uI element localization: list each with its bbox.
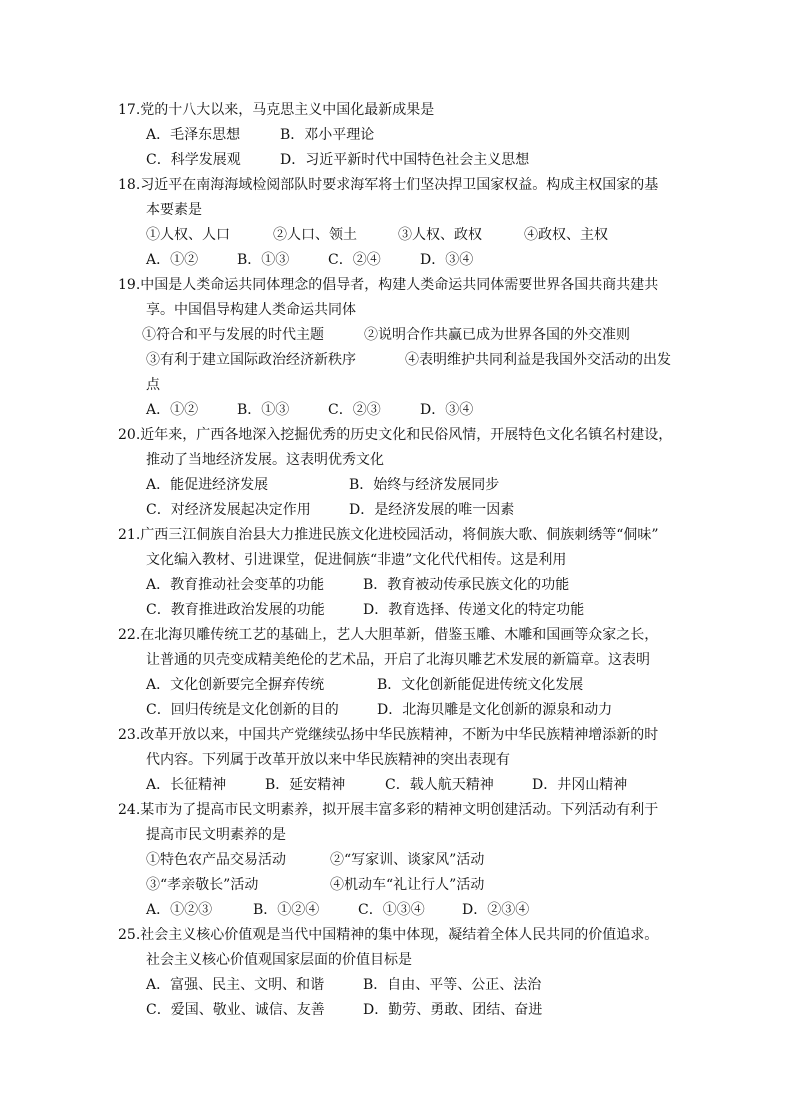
option-a: A．毛泽东思想 <box>146 127 241 143</box>
statement-1: ①符合和平与发展的时代主题 <box>142 327 324 343</box>
option-c: C．教育推进政治发展的功能 <box>146 602 325 618</box>
option-d: D．②③④ <box>462 902 530 918</box>
option-b: B．延安精神 <box>265 777 346 793</box>
statement-4: ④表明维护共同利益是我国外交活动的出发 <box>405 352 671 368</box>
option-c: C．②③ <box>328 402 381 418</box>
option-d: D．是经济发展的唯一因素 <box>349 502 515 518</box>
option-d: D．井冈山精神 <box>532 777 628 793</box>
question-stem: 17.党的十八大以来，马克思主义中国化最新成果是 <box>118 102 435 118</box>
option-b: B．教育被动传承民族文化的功能 <box>363 577 570 593</box>
statement-2: ②说明合作共赢已成为世界各国的外交准则 <box>364 327 630 343</box>
option-a: A．①② <box>146 402 199 418</box>
question-stem-cont: 文化编入教材、引进课堂，促进侗族“非遗”文化代代相传。这是利用 <box>146 552 567 568</box>
option-b: B．①③ <box>237 402 290 418</box>
question-stem-cont: 本要素是 <box>146 202 202 218</box>
question-stem: 20.近年来，广西各地深入挖掘优秀的历史文化和民俗风情，开展特色文化名镇名村建设， <box>118 427 673 443</box>
option-b: B．自由、平等、公正、法治 <box>363 977 542 993</box>
question-stem: 25.社会主义核心价值观是当代中国精神的集中体现，凝结着全体人民共同的价值追求。 <box>118 927 659 943</box>
option-d: D．习近平新时代中国特色社会主义思想 <box>280 152 530 168</box>
option-a: A．①② <box>146 252 199 268</box>
question-stem-cont: 提高市民文明素养的是 <box>146 827 286 843</box>
statement-3: ③“孝亲敬长”活动 <box>146 877 259 893</box>
question-stem: 24.某市为了提高市民文明素养，拟开展丰富多彩的精神文明创建活动。下列活动有利于 <box>118 802 659 818</box>
option-a: A．长征精神 <box>146 777 227 793</box>
option-c: C．回归传统是文化创新的目的 <box>146 702 339 718</box>
question-stem: 23.改革开放以来，中国共产党继续弘扬中华民族精神，不断为中华民族精神增添新的时 <box>118 727 659 743</box>
option-b: B．文化创新能促进传统文化发展 <box>377 677 584 693</box>
option-a: A．①②③ <box>146 902 213 918</box>
question-stem-cont: 社会主义核心价值观国家层面的价值目标是 <box>146 952 412 968</box>
statement-4-cont: 点 <box>146 377 160 393</box>
question-stem: 22.在北海贝雕传统工艺的基础上，艺人大胆革新，借鉴玉雕、木雕和国画等众家之长， <box>118 627 659 643</box>
question-stem-cont: 让普通的贝壳变成精美绝伦的艺术品，开启了北海贝雕艺术发展的新篇章。这表明 <box>146 652 650 668</box>
question-stem: 19.中国是人类命运共同体理念的倡导者，构建人类命运共同体需要世界各国共商共建共 <box>118 277 659 293</box>
option-b: B．邓小平理论 <box>280 127 375 143</box>
option-a: A．富强、民主、文明、和谐 <box>146 977 325 993</box>
statement-3: ③有利于建立国际政治经济新秩序 <box>146 352 356 368</box>
question-stem-cont: 享。中国倡导构建人类命运共同体 <box>146 302 356 318</box>
option-c: C．①③④ <box>358 902 425 918</box>
statement-2: ②人口、领土 <box>273 227 357 243</box>
option-c: C．对经济发展起决定作用 <box>146 502 311 518</box>
option-a: A．文化创新要完全摒弃传统 <box>146 677 325 693</box>
option-c: C．科学发展观 <box>146 152 241 168</box>
option-b: B．始终与经济发展同步 <box>349 477 500 493</box>
statement-4: ④机动车“礼让行人”活动 <box>330 877 485 893</box>
option-d: D．③④ <box>420 252 474 268</box>
statement-2: ②“写家训、谈家风”活动 <box>330 852 485 868</box>
question-stem: 21.广西三江侗族自治县大力推进民族文化进校园活动，将侗族大歌、侗族刺绣等“侗味” <box>118 527 659 543</box>
option-d: D．③④ <box>420 402 474 418</box>
option-b: B．①③ <box>237 252 290 268</box>
question-stem: 18.习近平在南海海域检阅部队时要求海军将士们坚决捍卫国家权益。构成主权国家的基 <box>118 177 659 193</box>
question-stem-cont: 推动了当地经济发展。这表明优秀文化 <box>146 452 384 468</box>
option-c: C．载人航天精神 <box>385 777 494 793</box>
option-b: B．①②④ <box>253 902 320 918</box>
statement-3: ③人权、政权 <box>398 227 482 243</box>
statement-1: ①人权、人口 <box>146 227 230 243</box>
option-d: D．勤劳、勇敢、团结、奋进 <box>363 1002 543 1018</box>
option-d: D．教育选择、传递文化的特定功能 <box>363 602 585 618</box>
question-stem-cont: 代内容。下列属于改革开放以来中华民族精神的突出表现有 <box>146 752 510 768</box>
statement-1: ①特色农产品交易活动 <box>146 852 286 868</box>
option-c: C．②④ <box>328 252 381 268</box>
option-d: D．北海贝雕是文化创新的源泉和动力 <box>377 702 613 718</box>
option-a: A．能促进经济发展 <box>146 477 269 493</box>
option-a: A．教育推动社会变革的功能 <box>146 577 325 593</box>
statement-4: ④政权、主权 <box>524 227 608 243</box>
option-c: C．爱国、敬业、诚信、友善 <box>146 1002 325 1018</box>
